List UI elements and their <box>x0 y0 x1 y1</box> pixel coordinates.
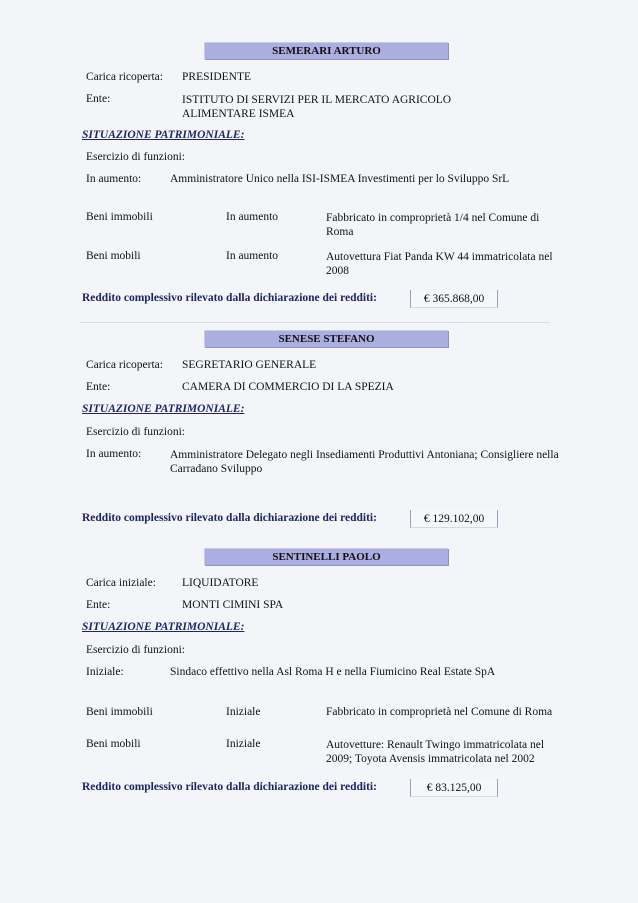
esercizio-label: Esercizio di funzioni: <box>86 151 185 163</box>
situazione-heading: SITUAZIONE PATRIMONIALE: <box>82 621 245 633</box>
person-header-sentinelli: SENTINELLI PAOLO <box>204 548 448 565</box>
funzioni-value: Amministratore Unico nella ISI-ISMEA Investimenti per lo Sviluppo SrL <box>170 173 510 185</box>
funzioni-value: Sindaco effettivo nella Asl Roma H e nella Fiumicino Real Estate SpA <box>170 666 496 678</box>
funzioni-value: Amministratore Delegato negli Insediamenti Produttivi Antoniana; Consigliere nella Carradano Sviluppo <box>170 449 559 475</box>
reddito-label: Reddito complessivo rilevato dalla dichiarazione dei redditi: <box>82 512 377 524</box>
beni-mobili-label: Beni mobili <box>86 250 141 262</box>
funzioni-label: In aumento: <box>86 448 142 460</box>
beni-immobili-status: In aumento <box>226 211 279 223</box>
beni-mobili-status: In aumento <box>226 250 279 262</box>
beni-immobili-desc: Fabbricato in comproprietà 1/4 nel Comune di Roma <box>326 212 540 238</box>
reddito-label: Reddito complessivo rilevato dalla dichiarazione dei redditi: <box>82 781 377 793</box>
reddito-label: Reddito complessivo rilevato dalla dichiarazione dei redditi: <box>82 292 377 304</box>
funzioni-label: Iniziale: <box>86 666 124 678</box>
situazione-heading: SITUAZIONE PATRIMONIALE: <box>82 129 245 141</box>
situazione-heading: SITUAZIONE PATRIMONIALE: <box>82 403 245 415</box>
carica-value: PRESIDENTE <box>182 71 251 83</box>
ente-value: ISTITUTO DI SERVIZI PER IL MERCATO AGRICOLO ALIMENTARE ISMEA <box>182 94 452 120</box>
beni-mobili-desc: Autovettura Fiat Panda KW 44 immatricolata nel 2008 <box>326 251 553 277</box>
esercizio-label: Esercizio di funzioni: <box>86 644 185 656</box>
beni-mobili-label: Beni mobili <box>86 738 141 750</box>
beni-immobili-label: Beni immobili <box>86 211 153 223</box>
beni-mobili-status: Iniziale <box>226 738 261 750</box>
carica-value: SEGRETARIO GENERALE <box>182 359 317 371</box>
beni-mobili-desc: Autovetture: Renault Twingo immatricolata nel 2009; Toyota Avensis immatricolata nel 2002 <box>326 739 545 765</box>
funzioni-label: In aumento: <box>86 173 142 185</box>
ente-value: MONTI CIMINI SPA <box>182 599 284 611</box>
reddito-value: € 83.125,00 <box>410 779 498 797</box>
ente-label: Ente: <box>86 599 111 611</box>
section-divider <box>80 322 550 323</box>
ente-value: CAMERA DI COMMERCIO DI LA SPEZIA <box>182 381 394 393</box>
person-header-semerari: SEMERARI ARTURO <box>204 42 448 59</box>
carica-label: Carica ricoperta: <box>86 71 163 83</box>
esercizio-label: Esercizio di funzioni: <box>86 426 185 438</box>
ente-label: Ente: <box>86 381 111 393</box>
carica-label: Carica ricoperta: <box>86 359 163 371</box>
person-header-senese: SENESE STEFANO <box>204 330 448 347</box>
ente-label: Ente: <box>86 93 111 105</box>
carica-value: LIQUIDATORE <box>182 577 259 589</box>
beni-immobili-desc: Fabbricato in comproprietà nel Comune di Roma <box>326 706 553 718</box>
carica-label: Carica iniziale: <box>86 577 156 589</box>
beni-immobili-status: Iniziale <box>226 706 261 718</box>
reddito-value: € 129.102,00 <box>410 510 498 528</box>
reddito-value: € 365.868,00 <box>410 290 498 308</box>
beni-immobili-label: Beni immobili <box>86 706 153 718</box>
